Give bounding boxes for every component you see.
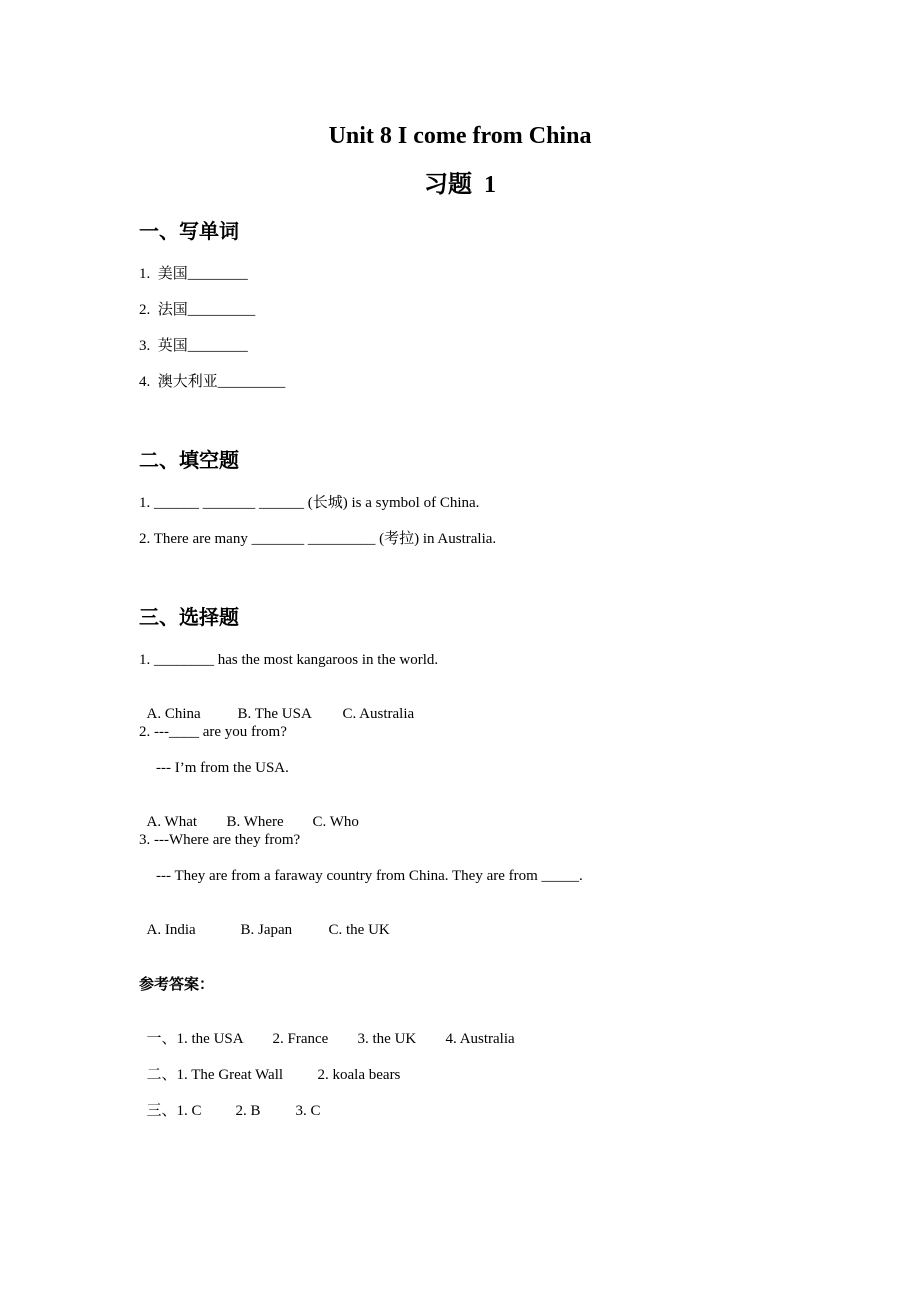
option: A. China (146, 706, 201, 722)
options-row-1 (139, 687, 414, 723)
answer-prefix: 二、 (146, 1067, 177, 1083)
option: A. India (146, 922, 196, 938)
answer-item: 1. The Great Wall (176, 1067, 284, 1083)
question-2: 2. ---____ are you from? (139, 724, 287, 740)
section-heading-2: 二、填空题 (139, 450, 239, 472)
options-row-2 (139, 795, 359, 831)
answer-prefix: 一、 (146, 1031, 177, 1047)
page-title: Unit 8 I come from China (328, 123, 592, 149)
answer-item: 4. Australia (445, 1031, 515, 1047)
answer-row-2 (139, 1048, 400, 1084)
option: C. Who (312, 814, 359, 830)
option: C. Australia (342, 706, 415, 722)
list-item: 2. 法国_________ (139, 302, 256, 318)
list-item: 4. 澳大利亚_________ (139, 374, 286, 390)
answer-item: 1. the USA (176, 1031, 244, 1047)
answer-heading: 参考答案： (139, 977, 215, 993)
page-subtitle: 习题 1 (424, 172, 496, 198)
question-3: 3. ---Where are they from? (139, 832, 301, 848)
option: B. Japan (240, 922, 293, 938)
option: A. What (146, 814, 198, 830)
option: C. the UK (328, 922, 390, 938)
question-3-reply: --- They are from a faraway country from China. They are from _____. (156, 868, 583, 884)
option: B. Where (226, 814, 284, 830)
answer-prefix: 三、 (146, 1103, 177, 1119)
answer-item: 3. the UK (357, 1031, 417, 1047)
answer-row-1 (139, 1012, 515, 1048)
options-row-3 (139, 903, 390, 939)
option: B. The USA (237, 706, 312, 722)
question-2-reply: --- I’m from the USA. (156, 760, 289, 776)
answer-item: 2. France (272, 1031, 329, 1047)
section-heading-1: 一、写单词 (139, 221, 239, 243)
answer-item: 2. B (235, 1103, 261, 1119)
answer-item: 2. koala bears (317, 1067, 401, 1083)
list-item: 1. ______ _______ ______ (长城) is a symbol of China. (139, 495, 480, 511)
question-1: 1. ________ has the most kangaroos in the world. (139, 652, 439, 668)
list-item: 3. 英国________ (139, 338, 248, 354)
section-heading-3: 三、选择题 (139, 607, 239, 629)
answer-item: 3. C (295, 1103, 321, 1119)
list-item: 2. There are many _______ _________ (考拉) in Australia. (139, 531, 497, 547)
answer-item: 1. C (176, 1103, 202, 1119)
answer-row-3 (139, 1084, 321, 1120)
list-item: 1. 美国________ (139, 266, 248, 282)
